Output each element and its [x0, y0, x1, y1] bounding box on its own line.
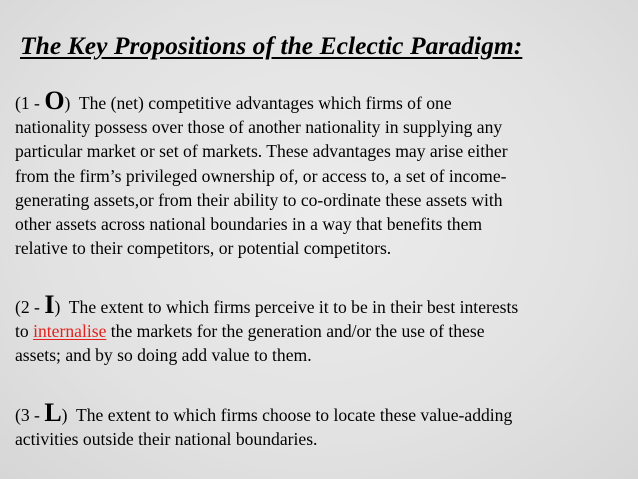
- marker-prefix: (2 -: [15, 297, 45, 317]
- paragraph-line: assets; and by so doing add value to them.: [15, 345, 312, 366]
- line-text: the markets for the generation and/or the use of these: [106, 321, 485, 342]
- line-text: The extent to which firms perceive it to be in their best interests: [60, 297, 519, 317]
- proposition-internalisation: [15, 290, 630, 368]
- line-text: to: [15, 321, 34, 342]
- marker-prefix: (1 -: [15, 93, 45, 113]
- paragraph-line: [15, 398, 630, 427]
- proposition-marker: [15, 398, 68, 427]
- slide-title: The Key Propositions of the Eclectic Paradigm:: [20, 31, 523, 60]
- marker-suffix: ): [54, 297, 61, 317]
- marker-prefix: (3 -: [15, 405, 45, 425]
- marker-suffix: ): [61, 405, 68, 425]
- paragraph-line: from the firm’s privileged ownership of, or access to, a set of income-: [15, 165, 507, 186]
- proposition-marker: [15, 86, 71, 115]
- proposition-ownership: [15, 86, 630, 260]
- paragraph-line: particular market or set of markets. These advantages may arise either: [15, 141, 508, 162]
- paragraph-line: activities outside their national boundaries.: [15, 429, 318, 450]
- proposition-location: [15, 398, 630, 451]
- line-text: The (net) competitive advantages which firms of one: [70, 93, 452, 113]
- marker-letter: O: [44, 86, 65, 115]
- internalise-link[interactable]: internalise: [33, 321, 107, 342]
- paragraph-line: [15, 319, 630, 343]
- paragraph-line: nationality possess over those of another nationality in supplying any: [15, 117, 503, 138]
- paragraph-line: [15, 290, 630, 319]
- paragraph-line: other assets across national boundaries in a way that benefits them: [15, 214, 483, 235]
- line-text: The extent to which firms choose to locate these value-adding: [67, 405, 513, 425]
- marker-letter: I: [44, 290, 55, 319]
- paragraph-line: [15, 86, 630, 115]
- paragraph-line: generating assets,or from their ability to co-ordinate these assets with: [15, 189, 503, 210]
- marker-letter: L: [44, 398, 62, 427]
- proposition-marker: [15, 290, 61, 319]
- paragraph-line: relative to their competitors, or potential competitors.: [15, 238, 392, 259]
- marker-suffix: ): [64, 93, 71, 113]
